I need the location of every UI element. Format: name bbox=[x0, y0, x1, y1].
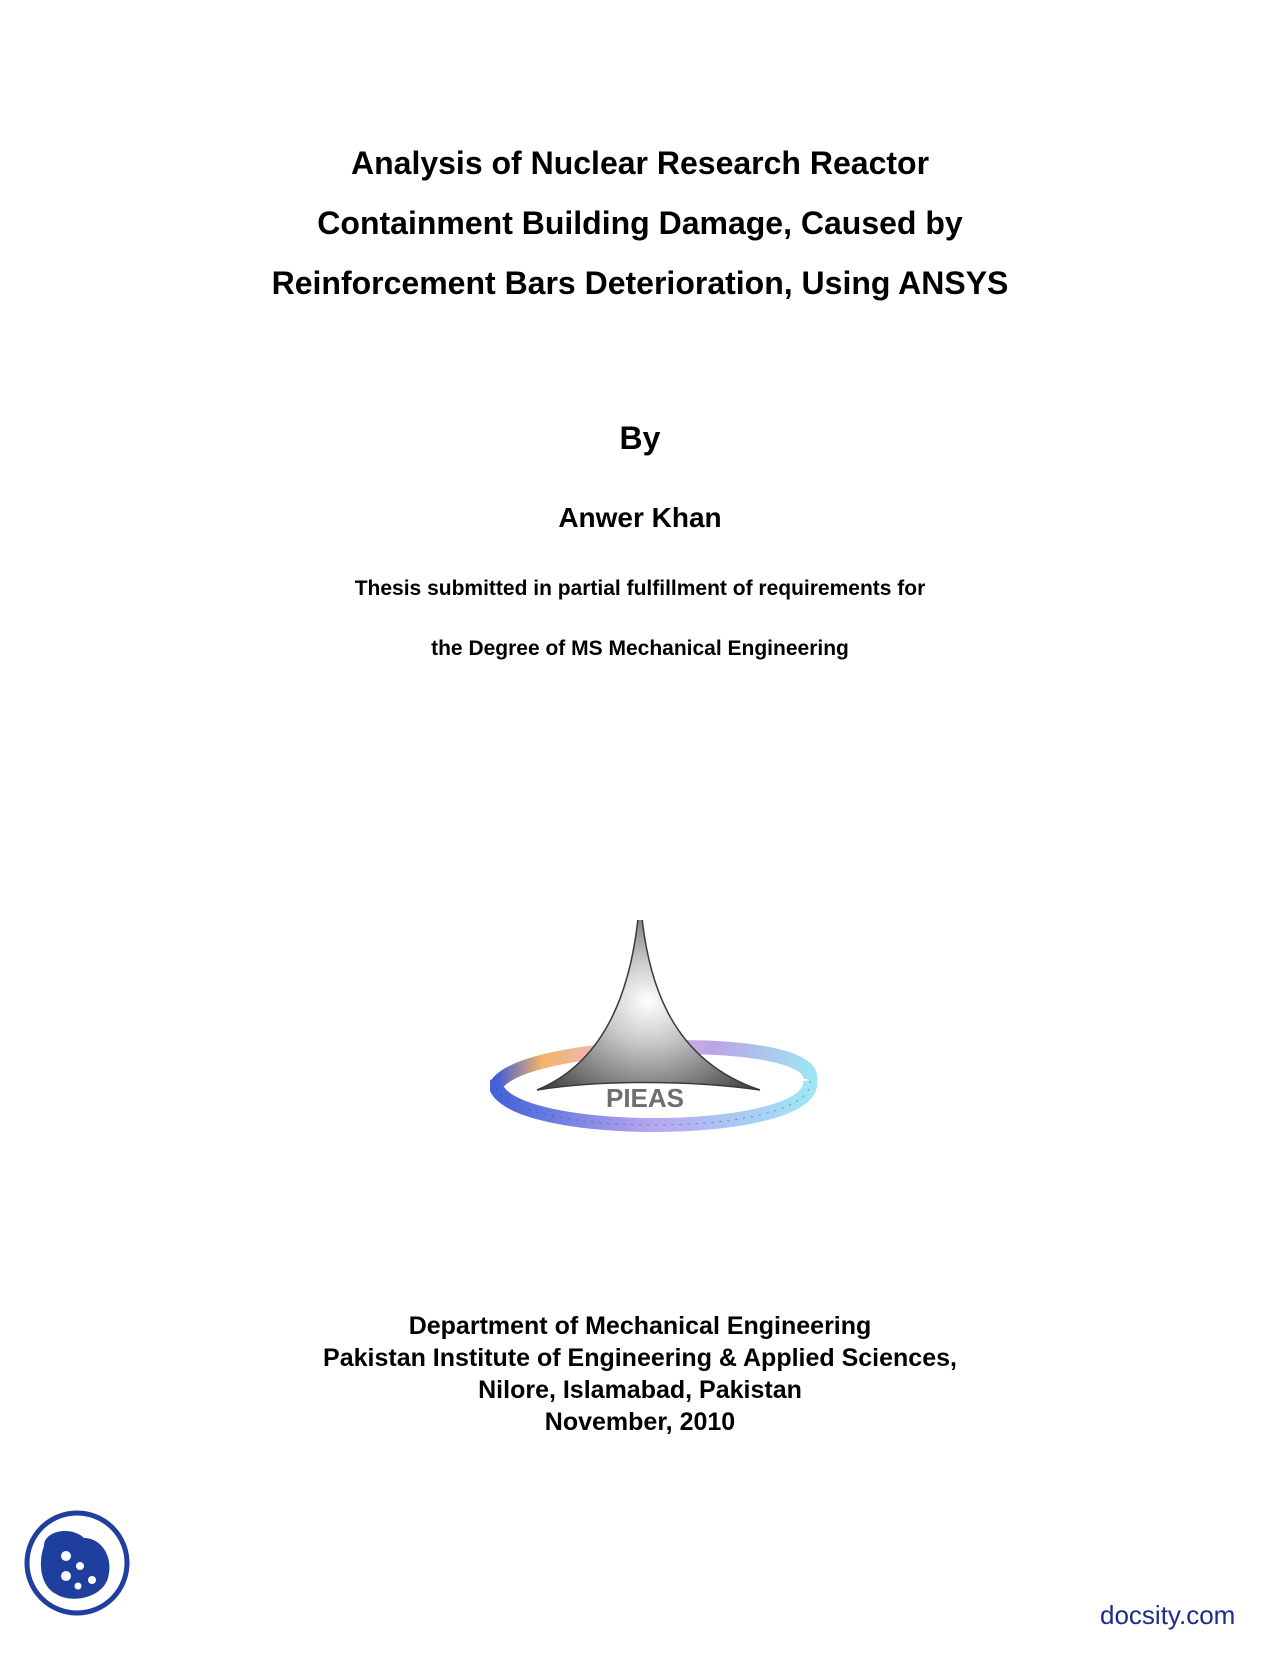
logo-text: PIEAS bbox=[605, 1083, 685, 1113]
institute-line: Pakistan Institute of Engineering & Applied Sciences, bbox=[323, 1344, 957, 1372]
by-label: By bbox=[619, 420, 661, 456]
author-name: Anwer Khan bbox=[558, 502, 722, 533]
submission-line-2: the Degree of MS Mechanical Engineering bbox=[431, 637, 849, 660]
date-line: November, 2010 bbox=[544, 1408, 736, 1436]
location-line: Nilore, Islamabad, Pakistan bbox=[478, 1376, 802, 1404]
pieas-logo-icon bbox=[490, 920, 840, 1190]
thesis-title bbox=[0, 133, 1280, 313]
docsity-watermark[interactable]: docsity.com bbox=[1100, 1600, 1236, 1630]
department-line: Department of Mechanical Engineering bbox=[408, 1312, 872, 1340]
title-line-1: Analysis of Nuclear Research Reactor bbox=[350, 145, 930, 181]
docsity-badge-icon bbox=[22, 1508, 132, 1618]
title-line-2: Containment Building Damage, Caused by bbox=[317, 205, 963, 241]
title-line-3: Reinforcement Bars Deterioration, Using ANSYS bbox=[271, 265, 1009, 301]
submission-line-1: Thesis submitted in partial fulfillment of requirements for bbox=[354, 577, 926, 600]
institution-footer bbox=[0, 1310, 1280, 1438]
